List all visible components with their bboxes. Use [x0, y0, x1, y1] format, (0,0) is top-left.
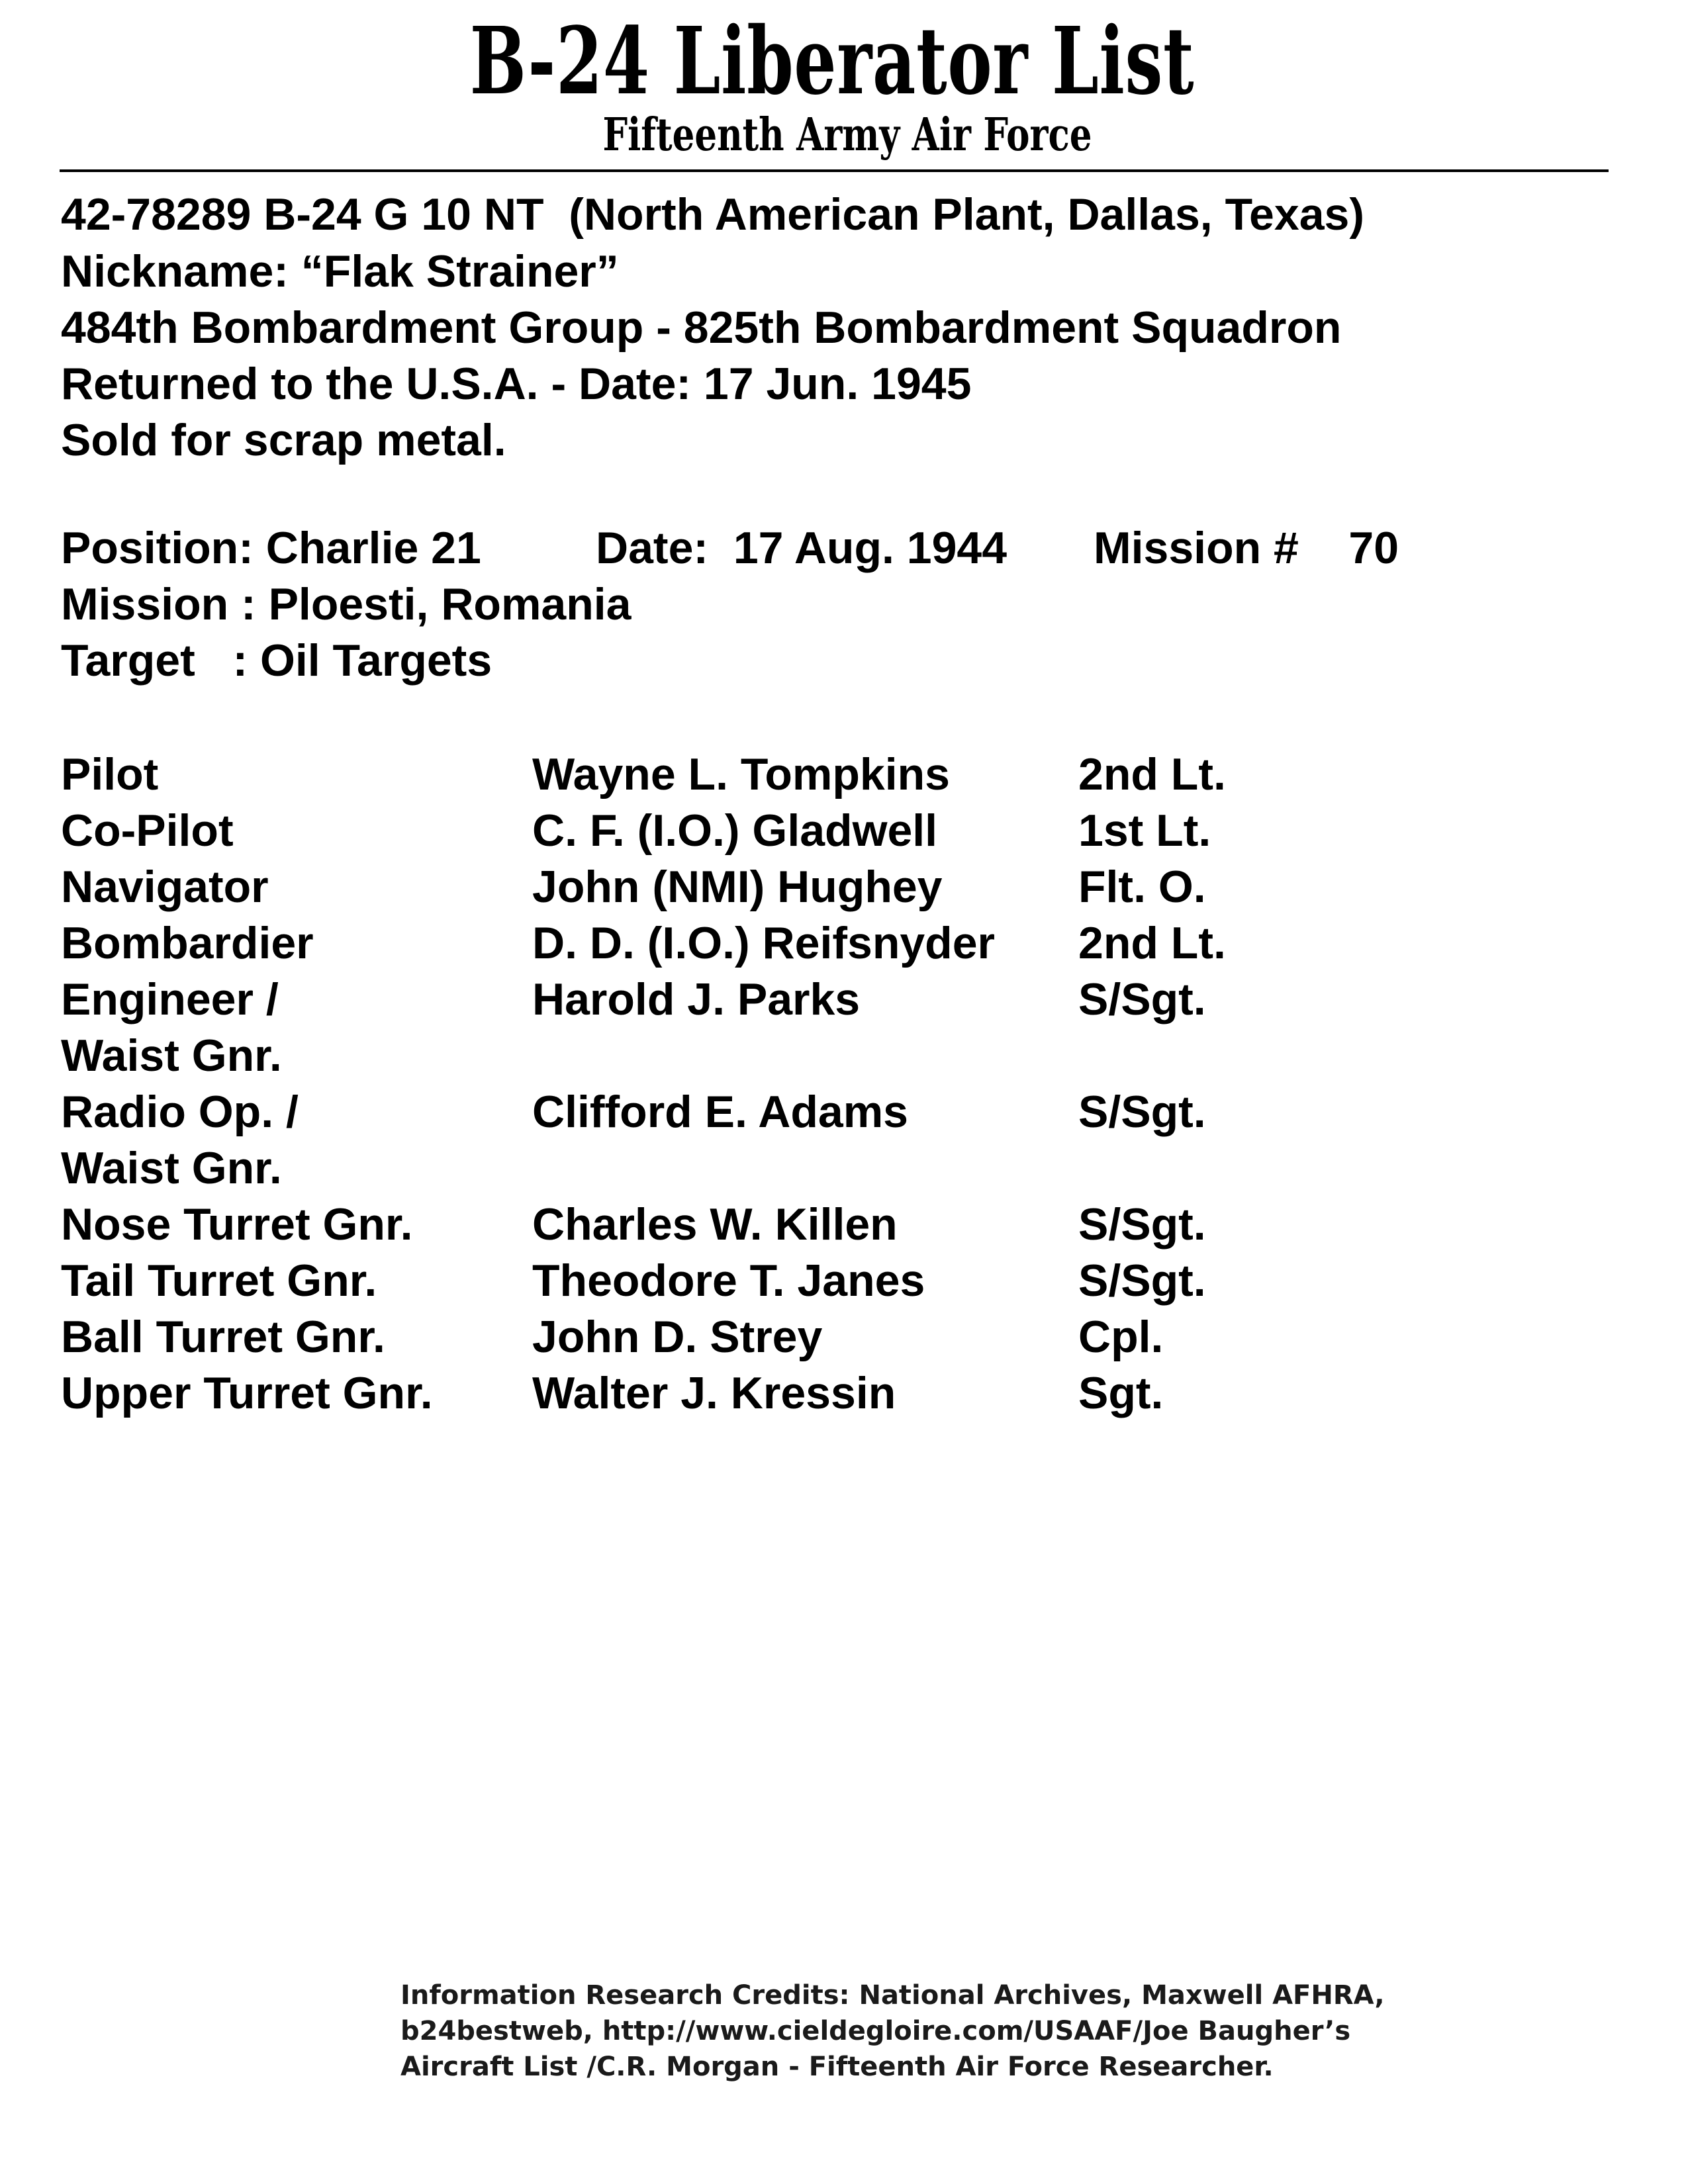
crew-name: Charles W. Killen [532, 1199, 898, 1250]
aircraft-serial-line: 42-78289 B-24 G 10 NT (North American Plant, Dallas, Texas) [61, 189, 1364, 240]
page-subtitle: Fifteenth Army Air Force [602, 109, 1092, 161]
crew-row [61, 1084, 1583, 1197]
mission-date: Date: 17 Aug. 1944 [596, 523, 1008, 573]
crew-name: Theodore T. Janes [532, 1255, 925, 1306]
aircraft-return-line: Returned to the U.S.A. - Date: 17 Jun. 1945 [61, 359, 972, 409]
crew-row [61, 859, 1583, 915]
crew-rank: Flt. O. [1078, 862, 1206, 912]
crew-row [61, 1197, 1583, 1253]
crew-rank: 2nd Lt. [1078, 918, 1226, 968]
crew-rank: Sgt. [1078, 1368, 1164, 1418]
crew-rank: S/Sgt. [1078, 1199, 1206, 1250]
credits-line: Information Research Credits: National Archives, Maxwell AFHRA, [400, 1980, 1385, 2011]
crew-row [61, 1365, 1583, 1422]
crew-row [61, 972, 1583, 1084]
crew-name: Harold J. Parks [532, 974, 861, 1024]
crew-name: Wayne L. Tompkins [532, 749, 950, 799]
crew-rank: 1st Lt. [1078, 805, 1211, 856]
crew-list [61, 747, 1583, 1422]
crew-rank: S/Sgt. [1078, 974, 1206, 1024]
crew-name: Walter J. Kressin [532, 1368, 896, 1418]
research-credits [400, 1978, 1393, 2085]
crew-name: D. D. (I.O.) Reifsnyder [532, 918, 995, 968]
crew-row [61, 747, 1583, 803]
crew-role: Ball Turret Gnr. [61, 1312, 385, 1362]
mission-number: Mission # 70 [1094, 523, 1399, 573]
crew-role: Co-Pilot [61, 805, 234, 856]
crew-rank: Cpl. [1078, 1312, 1164, 1362]
crew-role: Bombardier [61, 918, 314, 968]
crew-role: Navigator [61, 862, 269, 912]
crew-rank: S/Sgt. [1078, 1255, 1206, 1306]
crew-name: C. F. (I.O.) Gladwell [532, 805, 938, 856]
credits-line: Aircraft List /C.R. Morgan - Fifteenth Air Force Researcher. [400, 2052, 1274, 2082]
mission-location-line: Mission : Ploesti, Romania [61, 579, 632, 629]
crew-role: Radio Op. / Waist Gnr. [61, 1087, 299, 1193]
crew-name: John (NMI) Hughey [532, 862, 943, 912]
crew-name: John D. Strey [532, 1312, 823, 1362]
crew-role: Pilot [61, 749, 159, 799]
crew-rank: 2nd Lt. [1078, 749, 1226, 799]
crew-row [61, 915, 1583, 972]
crew-row [61, 1253, 1583, 1309]
crew-role: Upper Turret Gnr. [61, 1368, 433, 1418]
aircraft-unit-line: 484th Bombardment Group - 825th Bombardment Squadron [61, 302, 1342, 353]
crew-rank: S/Sgt. [1078, 1087, 1206, 1137]
crew-role: Nose Turret Gnr. [61, 1199, 413, 1250]
mission-info-row [61, 522, 1583, 581]
crew-row [61, 1309, 1583, 1365]
aircraft-nickname-line: Nickname: “Flak Strainer” [61, 246, 619, 296]
crew-role: Engineer / Waist Gnr. [61, 974, 282, 1081]
aircraft-disposition-line: Sold for scrap metal. [61, 415, 506, 465]
mission-target-line: Target : Oil Targets [61, 635, 492, 686]
title-divider [60, 169, 1609, 172]
credits-line: b24bestweb, http://www.cieldegloire.com/USAAF/Joe Baugher’s [400, 2016, 1351, 2046]
mission-position: Position: Charlie 21 [61, 523, 481, 573]
crew-role: Tail Turret Gnr. [61, 1255, 377, 1306]
page-title: B-24 Liberator List [469, 7, 1195, 116]
crew-row [61, 803, 1583, 859]
crew-name: Clifford E. Adams [532, 1087, 908, 1137]
